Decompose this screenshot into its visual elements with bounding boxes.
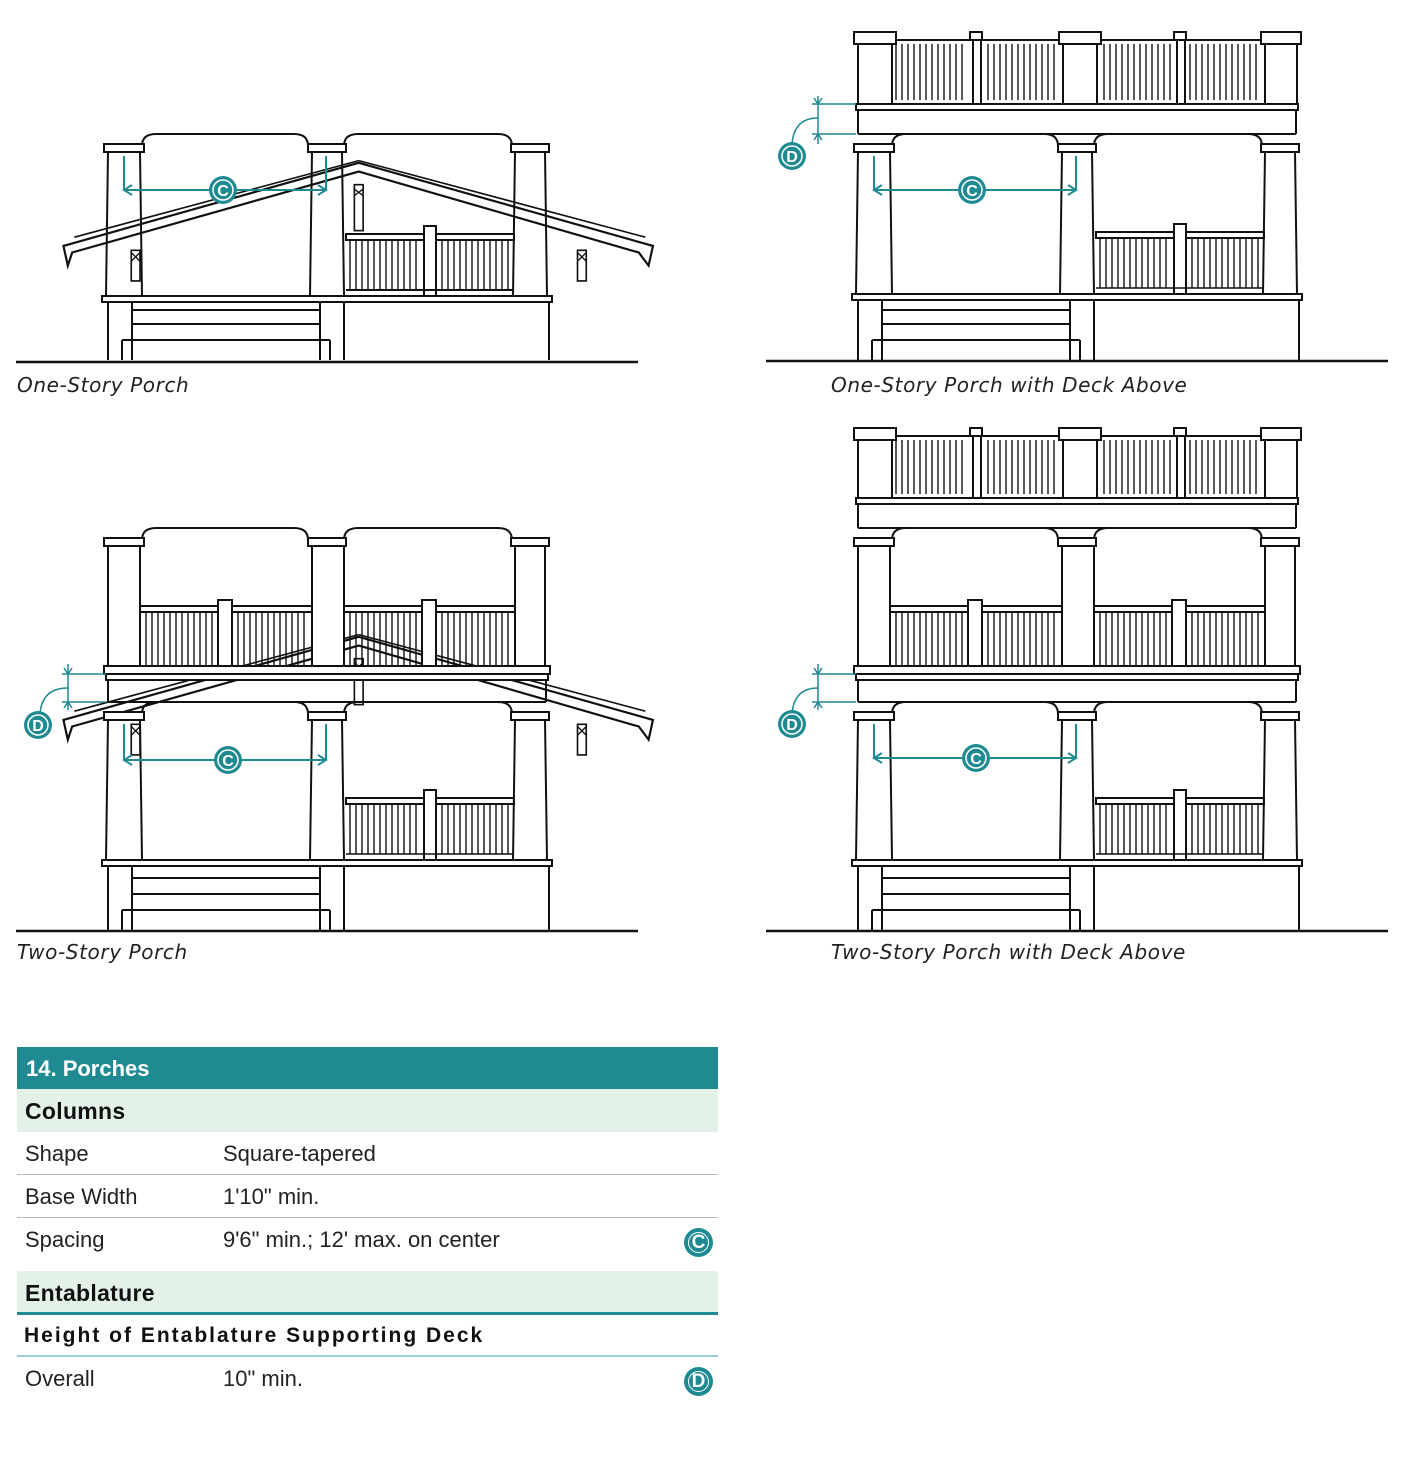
marker-c-badge: C (684, 1228, 713, 1257)
caption-two-story-porch: Two-Story Porch (17, 940, 188, 964)
svg-text:C: C (222, 753, 234, 770)
table-row (17, 1175, 718, 1218)
subsection-entablature-height: Height of Entablature Supporting Deck (17, 1315, 718, 1357)
caption-one-story-porch: One-Story Porch (17, 373, 190, 397)
section-entablature: Entablature (17, 1271, 718, 1315)
diagram-two-story-deck (750, 394, 1414, 954)
diagram-one-story-deck (750, 0, 1414, 400)
table-row (17, 1357, 718, 1399)
diagram-one-story-porch (0, 0, 700, 400)
row-label: Shape (25, 1141, 89, 1166)
svg-text:D: D (786, 717, 798, 734)
row-label: Base Width (25, 1184, 138, 1209)
svg-text:C: C (217, 183, 229, 200)
svg-text:D: D (32, 718, 44, 735)
marker-d-badge: D (684, 1367, 713, 1396)
svg-text:C: C (966, 183, 978, 200)
row-value: Square-tapered (223, 1141, 376, 1166)
row-label: Overall (25, 1366, 95, 1391)
row-value: 9'6" min.; 12' max. on center (223, 1227, 500, 1252)
row-value: 1'10" min. (223, 1184, 320, 1209)
spec-table (17, 1047, 718, 1399)
svg-text:C: C (970, 751, 982, 768)
row-value: 10" min. (223, 1366, 303, 1391)
table-row (17, 1218, 718, 1271)
row-label: Spacing (25, 1227, 105, 1252)
diagram-two-story-porch (0, 394, 700, 954)
caption-one-story-deck: One-Story Porch with Deck Above (831, 373, 1188, 397)
svg-text:D: D (786, 149, 798, 166)
caption-two-story-deck: Two-Story Porch with Deck Above (831, 940, 1186, 964)
table-row (17, 1132, 718, 1175)
spec-table-title: 14. Porches (17, 1047, 718, 1089)
section-columns: Columns (17, 1089, 718, 1132)
